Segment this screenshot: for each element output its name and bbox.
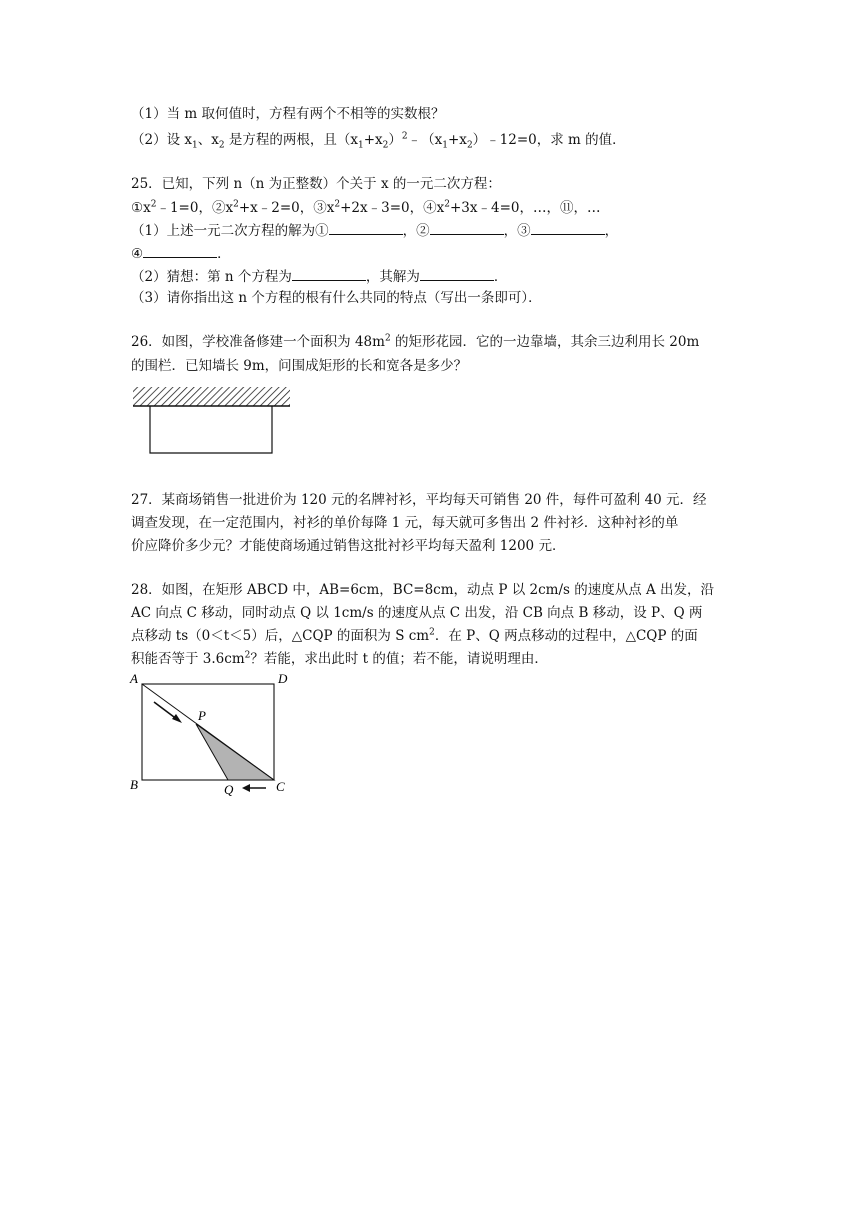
- q26-line2: 的围栏．已知墙长 9m，问围成矩形的长和宽各是多少？: [131, 358, 468, 374]
- answer-blank[interactable]: [420, 266, 494, 281]
- q25-intro: 25．已知，下列 n（n 为正整数）个关于 x 的一元二次方程：: [131, 176, 501, 192]
- label-p: P: [198, 708, 206, 723]
- answer-blank[interactable]: [430, 220, 504, 235]
- arrow-c-to-q-icon: [242, 784, 266, 792]
- wall-hatch: [133, 387, 290, 406]
- answer-blank[interactable]: [143, 243, 217, 258]
- q25-part2: （2）猜想：第 n 个方程为 ，其解为 ．: [131, 266, 507, 287]
- garden-rectangle: [150, 406, 272, 453]
- arrow-a-to-p-icon: [154, 702, 182, 723]
- q28-line4: 积能否等于 $3.6cm^2$？若能，求出此时 t 的值；若不能，请说明理由．: [131, 650, 548, 667]
- q25-equations: $①x^2﹣1=0$，$②x^2+x﹣2=0$，$③x^2+2x﹣3=0$，$④x^2+3x﹣4=0$，…，⑪，…: [131, 199, 601, 216]
- q26-garden-figure: [132, 385, 292, 457]
- q27-line2: 调查发现，在一定范围内，衬衫的单价每降 1 元，每天就可多售出 2 件衬衫．这种衬衫的单: [131, 515, 679, 531]
- q25-part3: （3）请你指出这 n 个方程的根有什么共同的特点（写出一条即可）．: [131, 290, 542, 306]
- label-a: A: [130, 671, 138, 686]
- label-d: D: [278, 671, 288, 686]
- answer-blank[interactable]: [329, 220, 403, 235]
- q25-part1-cont: ④ ．: [131, 243, 231, 264]
- q27-line3: 价应降价多少元？才能使商场通过销售这批衬衫平均每天盈利 1200 元．: [131, 538, 566, 554]
- label-c: C: [276, 779, 285, 794]
- q24-part2: （2）设 $x_1$、$x_2$ 是方程的两根，且$(x_1+x_2)^2﹣(x_1+x_2)﹣12=0$，求 m 的值．: [131, 131, 626, 151]
- q28-line1: 28．如图，在矩形 ABCD 中，AB=6cm，BC=8cm，动点 P 以 2cm/s 的速度从点 A 出发，沿: [131, 582, 715, 598]
- answer-blank[interactable]: [531, 220, 605, 235]
- q26-line1: 26．如图，学校准备修建一个面积为 $48m^2$ 的矩形花园．它的一边靠墙，其余三边利用长 20m: [131, 333, 700, 350]
- answer-blank[interactable]: [292, 266, 366, 281]
- q28-rectangle-figure: [126, 668, 298, 798]
- q28-line2: AC 向点 C 移动，同时动点 Q 以 1cm/s 的速度从点 C 出发，沿 CB 向点 B 移动，设 P、Q 两: [131, 605, 703, 621]
- label-q: Q: [224, 782, 234, 797]
- q24-part1: （1）当 m 取何值时，方程有两个不相等的实数根？: [131, 106, 445, 122]
- q25-part1: （1）上述一元二次方程的解为① ，② ，③ ，: [131, 220, 618, 241]
- diagonal-ac: [142, 684, 274, 780]
- label-b: B: [130, 777, 138, 792]
- q28-line3: 点移动 ts（0＜t＜5）后，△CQP 的面积为 S $cm^2$．在 P、Q 两点移动的过程中，△CQP 的面: [131, 627, 698, 644]
- q27-line1: 27．某商场销售一批进价为 120 元的名牌衬衫，平均每天可销售 20 件，每件可盈利 40 元．经: [131, 492, 707, 508]
